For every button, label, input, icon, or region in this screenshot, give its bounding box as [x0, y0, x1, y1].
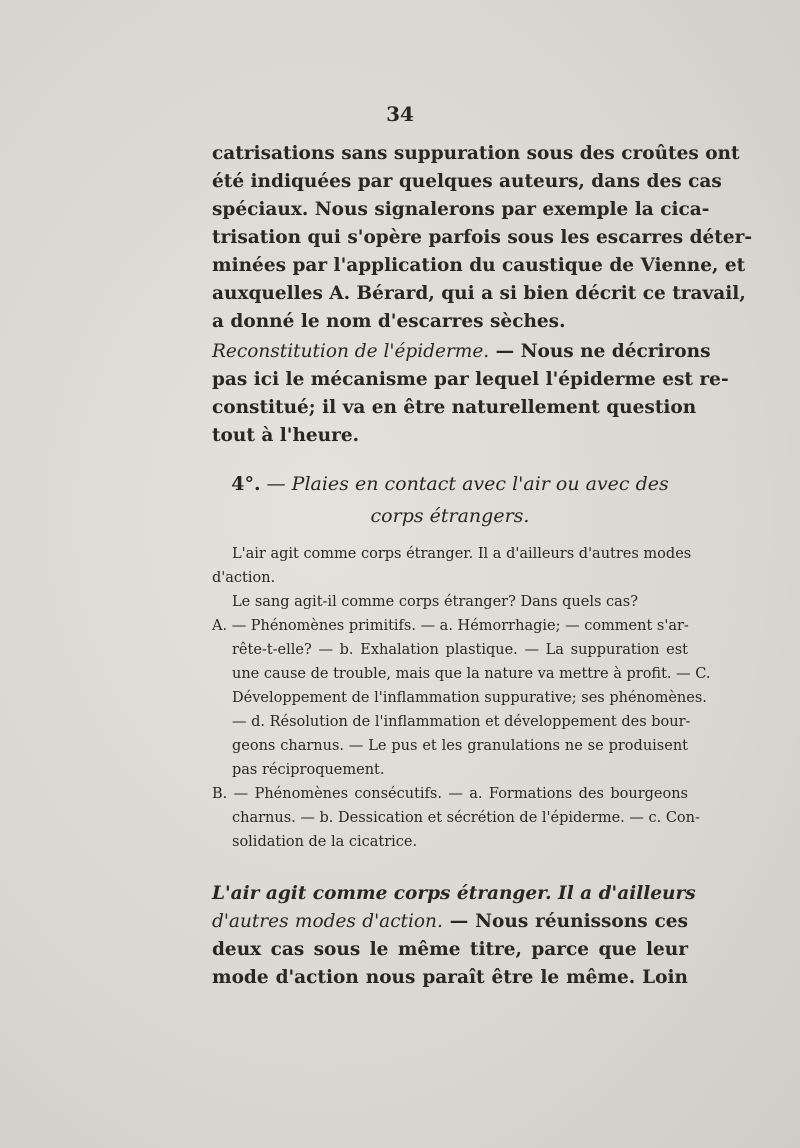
text-fragment: d'autres modes d'action. [212, 911, 443, 932]
page-number: 34 [386, 102, 414, 126]
paragraph-epiderme [212, 338, 729, 450]
summary-line: geons charnus. — Le pus et les granulations ne se produisent [232, 738, 688, 754]
text-line [212, 908, 688, 936]
text-line: deux cas sous le même titre, parce que leur [212, 939, 688, 960]
section-heading [212, 468, 688, 532]
heading-line [212, 468, 688, 500]
summary-line: solidation de la cicatrice. [232, 834, 418, 850]
summary-line: A. — Phénomènes primitifs. — a. Hémorrhagie; — comment s'ar- [212, 618, 689, 634]
text-fragment: — Nous ne décrirons [495, 341, 711, 362]
text-line: catrisations sans suppuration sous des croûtes ont [212, 143, 740, 164]
section-title-epiderme: Reconstitution de l'épiderme. [212, 341, 490, 362]
summary-line: d'action. [212, 570, 276, 586]
text-fragment: — Nous réunissons ces [449, 911, 688, 932]
section-summary [212, 542, 711, 854]
heading-line: corps étrangers. [370, 505, 530, 527]
summary-line: B. — Phénomènes consécutifs. — a. Formations des bourgeons [212, 786, 688, 802]
text-line: auxquelles A. Bérard, qui a si bien décrit ce travail, [212, 283, 746, 304]
text-line: spéciaux. Nous signalerons par exemple la cica- [212, 199, 710, 220]
summary-line: Développement de l'inflammation suppurative; ses phénomènes. [232, 690, 707, 706]
text-line [212, 338, 711, 366]
text-line: a donné le nom d'escarres sèches. [212, 311, 566, 332]
summary-line: rête-t-elle? — b. Exhalation plastique. — La suppuration est [232, 642, 688, 658]
text-line: minées par l'application du caustique de Vienne, et [212, 255, 746, 276]
summary-line: — d. Résolution de l'inflammation et développement des bour- [232, 714, 691, 730]
paragraph-air [212, 880, 696, 992]
text-line: tout à l'heure. [212, 425, 360, 446]
text-line: mode d'action nous paraît être le même. Loin [212, 967, 688, 988]
summary-line: L'air agit comme corps étranger. Il a d'ailleurs d'autres modes [232, 546, 692, 562]
text-line: été indiquées par quelques auteurs, dans des cas [212, 171, 722, 192]
summary-line: pas réciproquement. [232, 762, 385, 778]
summary-line: Le sang agit-il comme corps étranger? Dans quels cas? [232, 594, 638, 610]
text-line: constitué; il va en être naturellement question [212, 397, 697, 418]
section-number: 4°. [231, 473, 261, 495]
heading-text: — Plaies en contact avec l'air ou avec des [266, 473, 669, 495]
text-line: pas ici le mécanisme par lequel l'épiderme est re- [212, 369, 729, 390]
summary-line: charnus. — b. Dessication et sécrétion de l'épiderme. — c. Con- [232, 810, 700, 826]
text-line: trisation qui s'opère parfois sous les escarres déter- [212, 227, 753, 248]
text-line: L'air agit comme corps étranger. Il a d'ailleurs [212, 883, 696, 904]
paragraph-cicatrisation [212, 140, 753, 336]
summary-line: une cause de trouble, mais que la nature va mettre à profit. — C. [232, 666, 711, 682]
